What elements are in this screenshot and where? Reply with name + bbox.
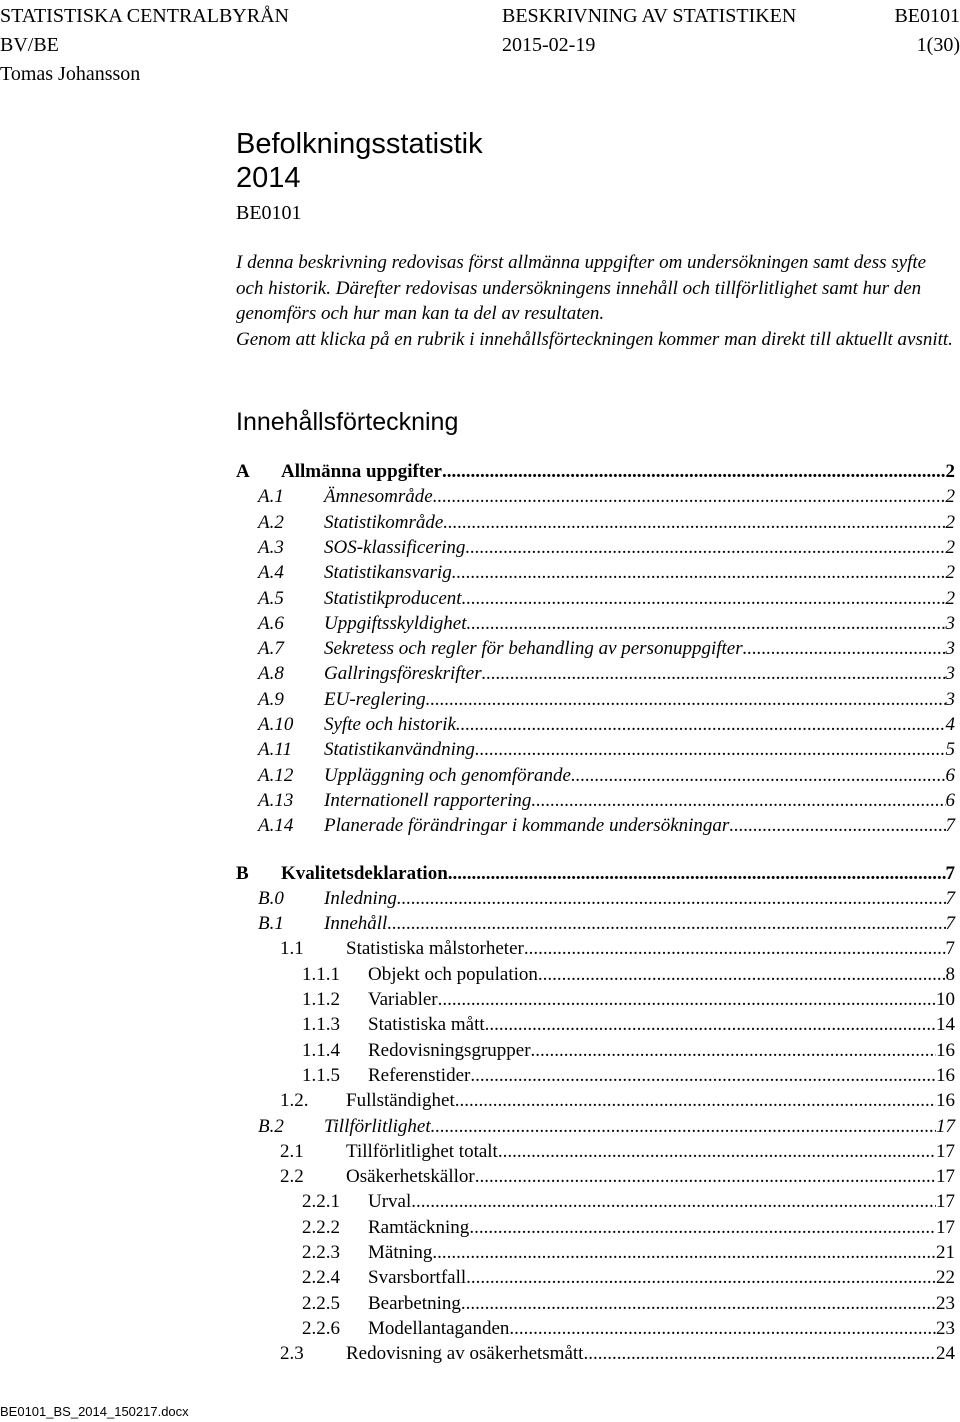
toc-entry-number: 1.1.5: [302, 1064, 340, 1086]
toc-entry-page: 3: [945, 688, 955, 710]
toc-entry-page: 23: [936, 1292, 955, 1314]
toc-entry-b-1[interactable]: [258, 913, 955, 937]
toc-entry-2-2-2[interactable]: [302, 1217, 955, 1241]
toc-entry-page: 3: [945, 612, 955, 634]
toc-entry-a-13[interactable]: [258, 790, 955, 814]
intro-paragraph-1: I denna beskrivning redovisas först allmänna uppgifter om undersökningen samt dess syfte och historik. Därefter redovisas undersökningens innehåll och tillförlitlighet samt hur den genomförs och hur man kan ta del av resultaten.: [236, 252, 927, 324]
toc-dot-leader: [531, 790, 945, 812]
toc-dot-leader: [442, 461, 946, 483]
toc-entry-page: 3: [945, 663, 955, 685]
document-code: BE0101: [236, 202, 302, 224]
toc-entry-page: 5: [945, 739, 955, 761]
toc-entry-label: EU-reglering: [324, 688, 426, 710]
toc-entry-number: 1.1.4: [302, 1039, 340, 1061]
toc-dot-leader: [475, 1166, 936, 1188]
toc-entry-number: A.12: [258, 764, 294, 786]
toc-entry-label: Osäkerhetskällor: [346, 1166, 475, 1188]
toc-entry-page: 2: [945, 486, 955, 508]
toc-entry-label: Ramtäckning: [368, 1216, 470, 1238]
toc-entry-label: Mätning: [368, 1242, 433, 1263]
toc-entry-a-12[interactable]: [258, 765, 955, 789]
toc-dot-leader: [498, 1141, 936, 1163]
toc-entry-a-6[interactable]: [258, 613, 955, 637]
toc-entry-label: Syfte och historik: [324, 714, 456, 735]
toc-dot-leader: [432, 1242, 936, 1264]
toc-entry-page: 17: [936, 1216, 955, 1238]
toc-entry-label: Inledning: [324, 887, 397, 909]
toc-dot-leader: [465, 537, 945, 559]
toc-entry-number: A: [236, 461, 250, 482]
toc-dot-leader: [438, 989, 936, 1011]
toc-entry-2-2-5[interactable]: [302, 1293, 955, 1317]
toc-entry-a-2[interactable]: [258, 512, 955, 536]
toc-entry-2-2-3[interactable]: [302, 1242, 955, 1266]
toc-entry-label: SOS-klassificering: [324, 536, 466, 558]
toc-entry-number: A.1: [258, 486, 284, 508]
toc-dot-leader: [538, 964, 946, 986]
toc-entry-label: Statistikområde: [324, 511, 444, 533]
toc-entry-label: Statistiska målstorheter: [346, 938, 524, 960]
toc-dot-leader: [455, 1090, 936, 1112]
toc-entry-page: 7: [945, 815, 955, 837]
toc-dot-leader: [571, 765, 946, 787]
toc-entry-page: 16: [936, 1039, 955, 1061]
toc-entry-label: Statistikproducent: [324, 587, 462, 609]
toc-entry-label: Innehåll: [324, 913, 388, 935]
toc-dot-leader: [729, 815, 945, 837]
toc-entry-number: B.2: [258, 1115, 284, 1137]
toc-dot-leader: [524, 938, 946, 960]
toc-entry-2-2-4[interactable]: [302, 1267, 955, 1291]
toc-entry-page: 8: [945, 963, 955, 985]
toc-dot-leader: [482, 663, 946, 685]
toc-entry-a-11[interactable]: [258, 739, 955, 763]
toc-entry-label: Statistiska mått: [368, 1014, 485, 1036]
toc-entry-2-3[interactable]: [280, 1343, 955, 1367]
toc-dot-leader: [462, 588, 946, 610]
toc-entry-a-5[interactable]: [258, 588, 955, 612]
toc-entry-a-7[interactable]: [258, 638, 955, 662]
toc-entry-1-1-1[interactable]: [302, 964, 955, 988]
footer-filename: BE0101_BS_2014_150217.docx: [0, 1404, 189, 1419]
toc-dot-leader: [461, 1293, 936, 1315]
document-year: 2014: [236, 162, 301, 194]
header-doc-type: BESKRIVNING AV STATISTIKEN: [502, 5, 797, 27]
toc-entry-1-1-2[interactable]: [302, 989, 955, 1013]
toc-entry-page: 17: [936, 1166, 955, 1188]
toc-entry-page: 7: [945, 887, 955, 909]
toc-entry-b[interactable]: [236, 863, 955, 887]
header-dept: BV/BE: [0, 34, 59, 56]
toc-dot-leader: [485, 1014, 936, 1036]
toc-dot-leader: [583, 1343, 936, 1365]
toc-entry-page: 17: [936, 1115, 955, 1137]
toc-entry-a-14[interactable]: [258, 815, 955, 839]
toc-entry-label: Urval: [368, 1191, 412, 1213]
toc-entry-a-9[interactable]: [258, 689, 955, 713]
toc-entry-label: Variabler: [368, 989, 438, 1010]
toc-entry-page: 2: [945, 562, 955, 584]
toc-entry-page: 7: [945, 913, 955, 935]
toc-entry-label: Kvalitetsdeklaration: [281, 862, 448, 884]
toc-entry-label: Internationell rapportering: [324, 789, 532, 811]
toc-entry-2-2-1[interactable]: [302, 1191, 955, 1215]
toc-entry-number: 1.1.2: [302, 989, 340, 1010]
toc-entry-1-1-4[interactable]: [302, 1040, 955, 1064]
toc-dot-leader: [470, 1065, 936, 1087]
toc-entry-page: 16: [936, 1064, 955, 1086]
toc-entry-label: Redovisning av osäkerhetsmått: [346, 1343, 584, 1365]
header-date: 2015-02-19: [502, 34, 596, 56]
toc-entry-label: Redovisningsgrupper: [368, 1039, 531, 1061]
toc-entry-b-0[interactable]: [258, 888, 955, 912]
toc-entry-2-1[interactable]: [280, 1141, 955, 1165]
toc-dot-leader: [431, 1116, 936, 1138]
toc-entry-label: Sekretess och regler för behandling av personuppgifter: [324, 638, 743, 660]
toc-entry-a-10[interactable]: [258, 714, 955, 738]
toc-entry-label: Referenstider: [368, 1064, 471, 1086]
toc-entry-a[interactable]: [236, 461, 955, 485]
toc-dot-leader: [387, 913, 945, 935]
toc-entry-label: Fullständighet: [346, 1090, 455, 1112]
toc-entry-number: 2.3: [280, 1343, 304, 1365]
toc-entry-number: B.1: [258, 913, 284, 935]
toc-entry-number: 2.2.5: [302, 1292, 340, 1314]
toc-entry-number: 2.2.6: [302, 1317, 340, 1339]
toc-entry-number: A.2: [258, 511, 284, 533]
header-right: [894, 4, 960, 62]
toc-dot-leader: [433, 486, 946, 508]
toc-entry-number: 2.2.1: [302, 1191, 340, 1213]
toc-entry-label: Tillförlitlighet totalt: [346, 1140, 498, 1162]
toc-entry-b-2[interactable]: [258, 1116, 955, 1140]
toc-entry-number: 2.2.2: [302, 1216, 340, 1238]
toc-entry-label: Statistikansvarig: [324, 562, 452, 584]
toc-entry-page: 2: [945, 461, 955, 482]
toc-entry-label: Uppgiftsskyldighet: [324, 612, 467, 634]
toc-entry-label: Modellantaganden: [368, 1317, 510, 1339]
toc-entry-page: 2: [945, 511, 955, 533]
document-title: Befolkningsstatistik: [236, 128, 483, 160]
toc-entry-label: Bearbetning: [368, 1292, 461, 1314]
toc-dot-leader: [443, 512, 945, 534]
toc-entry-page: 21: [936, 1242, 955, 1263]
toc-entry-page: 17: [936, 1191, 955, 1213]
toc-entry-number: A.4: [258, 562, 284, 584]
toc-entry-page: 14: [936, 1014, 955, 1036]
toc-dot-leader: [509, 1318, 936, 1340]
toc-entry-number: A.10: [258, 714, 294, 735]
toc-entry-page: 4: [945, 714, 955, 735]
toc-entry-page: 16: [936, 1090, 955, 1112]
toc-entry-number: 2.1: [280, 1140, 304, 1162]
toc-entry-page: 22: [936, 1267, 955, 1289]
toc-entry-page: 17: [936, 1140, 955, 1162]
toc-entry-number: A.9: [258, 688, 284, 710]
header-left: [0, 4, 289, 91]
toc-entry-1-1[interactable]: [280, 938, 955, 962]
toc-entry-number: 1.1.3: [302, 1014, 340, 1036]
toc-entry-page: 7: [945, 862, 955, 884]
toc-entry-number: A.11: [258, 739, 292, 761]
toc-entry-number: A.13: [258, 789, 294, 811]
toc-entry-label: Svarsbortfall: [368, 1267, 467, 1289]
toc-entry-1-2[interactable]: [280, 1090, 955, 1114]
toc-dot-leader: [456, 714, 946, 736]
toc-entry-number: 1.1.1: [302, 963, 340, 985]
toc-entry-number: 1.2.: [280, 1090, 309, 1112]
toc-entry-number: B: [236, 862, 249, 884]
toc-entry-a-3[interactable]: [258, 537, 955, 561]
toc-entry-number: B.0: [258, 887, 284, 909]
toc-entry-1-1-5[interactable]: [302, 1065, 955, 1089]
toc-entry-label: Gallringsföreskrifter: [324, 663, 482, 685]
toc-entry-page: 24: [936, 1343, 955, 1365]
toc-entry-number: A.8: [258, 663, 284, 685]
toc-entry-label: Tillförlitlighet: [324, 1115, 431, 1137]
intro-text: [236, 250, 956, 352]
toc-entry-number: 2.2.4: [302, 1267, 340, 1289]
toc-entry-number: A.14: [258, 815, 294, 837]
toc-dot-leader: [397, 888, 946, 910]
toc-entry-a-4[interactable]: [258, 562, 955, 586]
toc-entry-2-2-6[interactable]: [302, 1318, 955, 1342]
toc-dot-leader: [475, 739, 946, 761]
toc-entry-number: A.7: [258, 638, 284, 660]
toc-entry-page: 7: [945, 938, 955, 960]
toc-entry-a-8[interactable]: [258, 663, 955, 687]
header-org: STATISTISKA CENTRALBYRÅN: [0, 5, 289, 27]
toc-dot-leader: [466, 1267, 936, 1289]
toc-entry-page: 2: [945, 536, 955, 558]
toc-entry-1-1-3[interactable]: [302, 1014, 955, 1038]
toc-dot-leader: [426, 689, 946, 711]
toc-entry-page: 3: [945, 638, 955, 660]
header-page: 1(30): [916, 34, 960, 56]
toc-entry-page: 6: [945, 789, 955, 811]
toc-entry-a-1[interactable]: [258, 486, 955, 510]
toc-entry-page: 6: [945, 764, 955, 786]
toc-entry-page: 23: [936, 1317, 955, 1339]
toc-dot-leader: [469, 1217, 936, 1239]
header-middle: [502, 4, 796, 62]
toc-entry-label: Uppläggning och genomförande: [324, 764, 571, 786]
toc-dot-leader: [452, 562, 946, 584]
toc-entry-label: Allmänna uppgifter: [281, 461, 442, 482]
intro-paragraph-2: Genom att klicka på en rubrik i innehållsförteckningen kommer man direkt till aktuellt avsnitt.: [236, 328, 953, 350]
toc-entry-page: 10: [936, 989, 955, 1010]
toc-dot-leader: [466, 613, 945, 635]
toc-entry-number: 1.1: [280, 938, 304, 960]
toc-entry-number: A.6: [258, 612, 284, 634]
toc-entry-label: Statistikanvändning: [324, 739, 475, 761]
toc-entry-label: Objekt och population: [368, 963, 538, 985]
header-author: Tomas Johansson: [0, 63, 141, 85]
toc-heading: Innehållsförteckning: [236, 408, 459, 436]
toc-entry-number: 2.2: [280, 1166, 304, 1188]
toc-dot-leader: [411, 1191, 936, 1213]
toc-entry-page: 2: [945, 587, 955, 609]
toc-dot-leader: [743, 638, 946, 660]
toc-entry-label: Ämnesområde: [324, 486, 433, 508]
toc-entry-number: A.5: [258, 587, 284, 609]
toc-entry-2-2[interactable]: [280, 1166, 955, 1190]
toc-dot-leader: [448, 863, 946, 885]
toc-dot-leader: [531, 1040, 936, 1062]
toc-entry-number: A.3: [258, 536, 284, 558]
header-code: BE0101: [894, 5, 960, 27]
toc-entry-number: 2.2.3: [302, 1242, 340, 1263]
toc-entry-label: Planerade förändringar i kommande undersökningar: [324, 815, 730, 837]
